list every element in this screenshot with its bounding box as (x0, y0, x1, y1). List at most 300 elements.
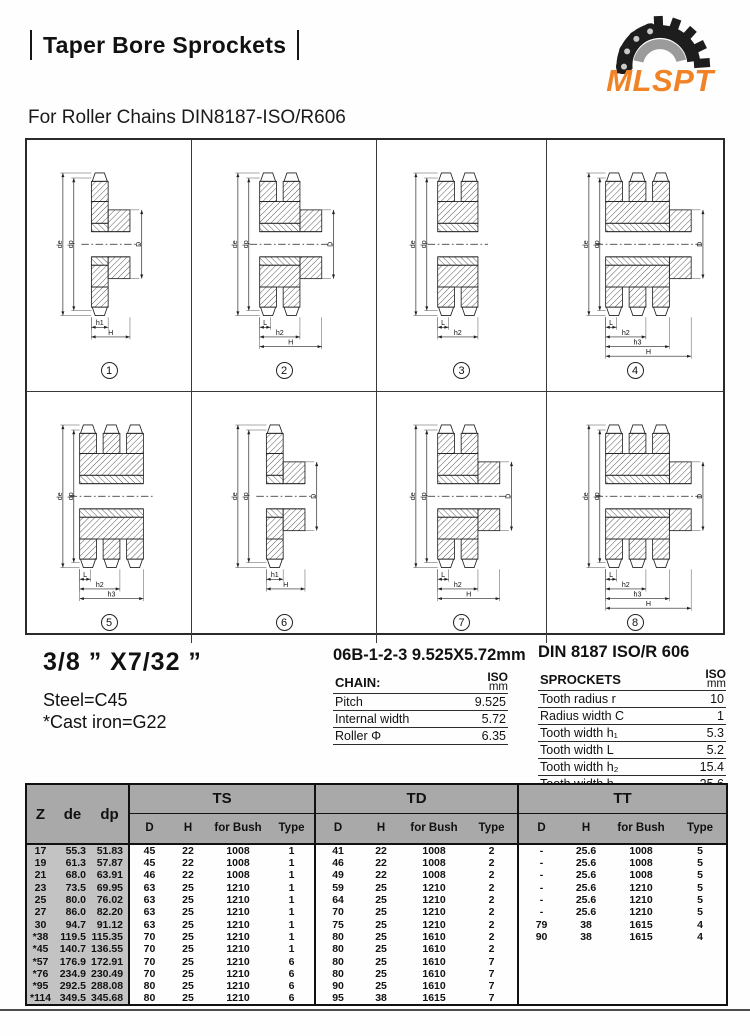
diagram-number-7: 7 (453, 614, 470, 631)
table-cell: 7 (488, 955, 495, 968)
table-cell: 1210 (226, 955, 250, 968)
table-cell: *114 (26, 992, 54, 1005)
svg-text:h3: h3 (633, 338, 642, 347)
din-label: Tooth width L (538, 742, 679, 759)
din-header-row (538, 668, 726, 691)
sub-header-type: Type (269, 813, 315, 844)
table-cell: *45 (26, 943, 54, 955)
table-cell: 27 (26, 906, 54, 918)
table-row (26, 844, 727, 857)
svg-text:dp: dp (592, 492, 601, 501)
table-cell: 25 (375, 943, 387, 956)
page-title: Taper Bore Sprockets (43, 31, 287, 58)
table-cell: 23 (26, 882, 54, 894)
sprocket-cross-section (206, 402, 362, 614)
table-cell: 22 (375, 845, 387, 857)
table-cell: 49 (315, 869, 360, 881)
table-cell (564, 955, 608, 967)
sprocket-cross-section (557, 150, 713, 362)
chain-label: Internal width (333, 711, 453, 728)
table-cell: - (518, 906, 564, 918)
table-cell (518, 992, 564, 1005)
table-cell: 1 (288, 930, 295, 943)
table-cell: 25 (182, 967, 194, 980)
table-cell: 1 (288, 881, 295, 894)
table-cell (674, 992, 727, 1005)
table-cell: 1 (288, 869, 295, 882)
sub-header-type: Type (466, 813, 518, 844)
table-cell: 1 (288, 943, 295, 956)
col-header-z: Z (26, 784, 54, 844)
table-cell: 38 (375, 992, 387, 1005)
table-row (26, 869, 727, 881)
svg-text:L: L (440, 571, 445, 580)
svg-text:h2: h2 (621, 580, 630, 589)
table-row (26, 882, 727, 894)
table-cell: 7 (488, 992, 495, 1005)
sub-header-for-bush: for Bush (402, 813, 466, 844)
table-cell: 2 (488, 845, 495, 857)
table-cell: 1008 (422, 845, 446, 857)
table-cell: 21 (26, 869, 54, 881)
svg-text:de: de (56, 240, 65, 249)
din-value: 15.4 (679, 759, 726, 776)
sprocket-cross-section (206, 150, 362, 362)
svg-text:D: D (504, 493, 513, 499)
svg-text:H: H (283, 580, 289, 589)
table-cell (564, 943, 608, 955)
table-cell: 7 (488, 980, 495, 993)
svg-text:dp: dp (419, 492, 428, 501)
chain-row (333, 728, 508, 745)
svg-text:h2: h2 (95, 580, 104, 589)
table-cell: 22 (375, 857, 387, 870)
table-cell: 1210 (422, 906, 446, 919)
group-header-row (26, 784, 727, 813)
table-cell: 55.3 (54, 844, 91, 857)
table-cell: 82.20 (91, 906, 129, 918)
group-header-ts: TS (129, 784, 315, 813)
table-cell: 25.6 (575, 894, 597, 907)
sub-header-type: Type (674, 813, 727, 844)
table-cell: 119.5 (54, 931, 91, 943)
chain-size-label: 3/8 ” X7/32 ” (43, 648, 202, 676)
chain-value: 5.72 (453, 711, 508, 728)
diagram-number-3: 3 (453, 362, 470, 379)
table-cell: 7 (488, 967, 495, 980)
table-cell: 1008 (629, 869, 653, 882)
svg-text:de: de (231, 240, 240, 249)
table-cell: 1210 (629, 906, 653, 919)
table-cell: 25 (182, 894, 194, 907)
sub-header-d: D (518, 813, 564, 844)
table-cell: 57.87 (91, 857, 129, 869)
table-cell: 1210 (422, 881, 446, 894)
table-cell: 68.0 (54, 869, 91, 881)
din-value: 10 (679, 691, 726, 708)
svg-text:h2: h2 (453, 580, 462, 589)
table-cell: 63 (129, 918, 169, 930)
table-cell: 94.7 (54, 918, 91, 930)
chain-label: Pitch (333, 694, 453, 711)
table-cell: 1 (288, 918, 295, 931)
table-cell (564, 968, 608, 980)
din-value: 5.3 (679, 725, 726, 742)
din-row (538, 708, 726, 725)
svg-text:H: H (645, 600, 651, 609)
table-cell: 288.08 (91, 980, 129, 992)
sprocket-diagram-7 (377, 392, 547, 643)
table-cell: 1 (288, 845, 295, 857)
table-cell: 176.9 (54, 955, 91, 967)
svg-text:h1: h1 (270, 571, 279, 580)
table-cell: - (518, 857, 564, 869)
table-cell: 90 (518, 931, 564, 943)
table-cell: 25 (182, 955, 194, 968)
table-cell: - (518, 882, 564, 894)
diagram-number-2: 2 (276, 362, 293, 379)
svg-text:dp: dp (66, 240, 75, 249)
table-cell: 80 (315, 931, 360, 943)
table-cell (608, 943, 674, 955)
material-steel-note: Steel=C45 (43, 690, 128, 710)
table-cell: 95 (315, 992, 360, 1005)
table-row (26, 943, 727, 955)
table-cell: 1008 (422, 869, 446, 882)
chain-row (333, 711, 508, 728)
table-cell: 2 (488, 881, 495, 894)
table-cell (564, 980, 608, 992)
table-cell: 45 (129, 844, 169, 857)
sprocket-data-table (25, 783, 728, 1006)
sub-header-d: D (315, 813, 360, 844)
table-cell: 5 (697, 869, 703, 882)
table-cell: 1210 (226, 992, 250, 1005)
table-cell: 2 (488, 894, 495, 907)
table-cell: 25 (375, 980, 387, 993)
svg-text:D: D (309, 493, 318, 499)
table-cell: 59 (315, 882, 360, 894)
table-cell: 1610 (422, 980, 446, 993)
table-cell: 69.95 (91, 882, 129, 894)
svg-text:h2: h2 (275, 328, 284, 337)
table-cell: 46 (129, 869, 169, 881)
table-cell: 22 (182, 845, 194, 857)
table-row (26, 980, 727, 992)
svg-text:dp: dp (241, 240, 250, 249)
din-row (538, 742, 726, 759)
table-cell: 41 (315, 844, 360, 857)
col-header-de: de (54, 784, 91, 844)
svg-text:H: H (288, 338, 294, 347)
table-cell (674, 968, 727, 980)
table-cell: 25 (182, 918, 194, 931)
table-cell: 6 (288, 980, 295, 993)
table-cell: 1210 (226, 930, 250, 943)
diagram-number-4: 4 (627, 362, 644, 379)
svg-text:h3: h3 (107, 590, 116, 599)
table-cell: 1008 (629, 857, 653, 870)
din-spec-title: DIN 8187 ISO/R 606 (538, 643, 690, 661)
table-cell: 1210 (629, 881, 653, 894)
brand-logo-text: MLSPT (606, 63, 714, 98)
svg-text:D: D (326, 241, 335, 247)
table-cell: 2 (488, 857, 495, 870)
table-cell: 70 (315, 906, 360, 918)
table-cell: 1008 (226, 845, 250, 857)
sprocket-cross-section (384, 150, 540, 362)
table-cell: 61.3 (54, 857, 91, 869)
table-cell: 76.02 (91, 894, 129, 906)
table-cell: 90 (315, 980, 360, 992)
table-cell: 4 (697, 918, 703, 931)
svg-text:D: D (696, 241, 705, 247)
din-value: 1 (679, 708, 726, 725)
table-cell: 136.55 (91, 943, 129, 955)
table-cell: 25 (375, 955, 387, 968)
table-cell: 5 (697, 894, 703, 907)
table-cell: 2 (488, 869, 495, 882)
table-cell: 25.6 (575, 857, 597, 870)
table-cell: 5 (697, 857, 703, 870)
table-cell: *57 (26, 955, 54, 967)
table-cell: 234.9 (54, 968, 91, 980)
table-cell: 64 (315, 894, 360, 906)
svg-text:L: L (83, 571, 88, 580)
sprocket-cross-section (31, 150, 187, 362)
table-cell: 25 (375, 881, 387, 894)
table-cell: 292.5 (54, 980, 91, 992)
table-cell: 80 (315, 943, 360, 955)
table-cell (518, 980, 564, 992)
table-cell: 140.7 (54, 943, 91, 955)
svg-text:h3: h3 (633, 590, 642, 599)
unit-iso: ISO (487, 670, 508, 684)
table-cell: 17 (26, 844, 54, 857)
chain-spec-block (333, 646, 526, 745)
group-header-td: TD (315, 784, 518, 813)
svg-text:H: H (108, 328, 114, 337)
table-cell: 25 (182, 906, 194, 919)
svg-text:h2: h2 (453, 328, 462, 337)
diagram-number-6: 6 (276, 614, 293, 631)
diagram-number-5: 5 (101, 614, 118, 631)
chain-header-row (333, 671, 508, 694)
group-header-tt: TT (518, 784, 727, 813)
table-cell: 1210 (422, 918, 446, 931)
table-cell (518, 955, 564, 967)
table-cell: 172.91 (91, 955, 129, 967)
table-cell: 6 (288, 992, 295, 1005)
svg-text:H: H (465, 590, 471, 599)
table-cell: 1610 (422, 930, 446, 943)
table-cell: 30 (26, 918, 54, 930)
unit-mm: mm (488, 681, 508, 693)
table-cell: 63 (129, 906, 169, 918)
title-right-bar (297, 30, 299, 60)
table-cell: 80 (315, 955, 360, 967)
table-cell: 349.5 (54, 992, 91, 1005)
sprocket-diagram-6 (192, 392, 377, 643)
table-cell: 6 (288, 955, 295, 968)
svg-text:L: L (440, 319, 445, 328)
chain-row (333, 694, 508, 711)
table-cell: 25 (182, 930, 194, 943)
svg-text:L: L (263, 319, 268, 328)
chain-spec-table (333, 671, 508, 745)
table-cell: 86.0 (54, 906, 91, 918)
svg-text:de: de (408, 240, 417, 249)
table-cell (608, 968, 674, 980)
table-cell: - (518, 894, 564, 906)
diagram-number-1: 1 (101, 362, 118, 379)
sprocket-diagram-grid (25, 138, 725, 635)
sub-header-for-bush: for Bush (207, 813, 269, 844)
svg-text:L: L (609, 571, 614, 580)
svg-text:de: de (582, 492, 591, 501)
table-cell: 25 (182, 992, 194, 1005)
sprocket-cross-section (557, 402, 713, 614)
chain-header-label: CHAIN: (333, 671, 453, 694)
page-title-wrap (30, 30, 299, 60)
table-cell (518, 968, 564, 980)
page-subtitle: For Roller Chains DIN8187-ISO/R606 (28, 107, 346, 128)
table-cell: *95 (26, 980, 54, 992)
sprocket-diagram-1 (27, 140, 192, 392)
table-cell: 1615 (422, 992, 446, 1005)
table-cell: 25 (375, 918, 387, 931)
svg-text:L: L (609, 319, 614, 328)
table-cell: 1210 (226, 943, 250, 956)
table-cell: 75 (315, 918, 360, 930)
table-cell: 25 (375, 967, 387, 980)
table-cell: 1 (288, 857, 295, 870)
din-unit-cell (679, 668, 726, 691)
table-row (26, 955, 727, 967)
sprocket-diagram-2 (192, 140, 377, 392)
chain-value: 6.35 (453, 728, 508, 745)
chain-value: 9.525 (453, 694, 508, 711)
table-cell: *38 (26, 931, 54, 943)
table-cell: 25 (375, 894, 387, 907)
table-cell: 73.5 (54, 882, 91, 894)
table-cell (674, 943, 727, 955)
table-cell: 1610 (422, 967, 446, 980)
table-cell (608, 980, 674, 992)
table-cell: 25 (182, 980, 194, 993)
table-cell: 22 (375, 869, 387, 882)
din-row (538, 725, 726, 742)
svg-text:D: D (134, 241, 143, 247)
table-cell: - (518, 869, 564, 881)
table-cell: 63 (129, 882, 169, 894)
table-cell: 115.35 (91, 931, 129, 943)
table-cell: 4 (697, 930, 703, 943)
din-spec-block (538, 643, 726, 793)
table-cell: 345.68 (91, 992, 129, 1005)
din-row (538, 691, 726, 708)
table-cell (518, 943, 564, 955)
table-cell: 1610 (422, 955, 446, 968)
sub-header-h: H (360, 813, 402, 844)
table-cell: 25 (375, 930, 387, 943)
table-cell: 70 (129, 943, 169, 955)
table-cell: 1210 (629, 894, 653, 907)
table-cell (674, 980, 727, 992)
page-bottom-rule (0, 1009, 750, 1011)
col-header-dp: dp (91, 784, 129, 844)
table-cell: 5 (697, 906, 703, 919)
table-cell (564, 992, 608, 1005)
table-cell: 2 (488, 930, 495, 943)
din-label: Tooth width h₁ (538, 725, 679, 742)
table-cell: 25 (182, 943, 194, 956)
table-cell: 63 (129, 894, 169, 906)
svg-text:dp: dp (592, 240, 601, 249)
table-cell: 45 (129, 857, 169, 869)
table-cell: 25 (375, 906, 387, 919)
chain-spec-title: 06B-1-2-3 9.525X5.72mm (333, 646, 526, 664)
svg-text:dp: dp (241, 492, 250, 501)
table-cell: 80.0 (54, 894, 91, 906)
table-cell: 1210 (226, 881, 250, 894)
table-row (26, 968, 727, 980)
chain-unit-cell (453, 671, 508, 694)
table-cell: - (518, 844, 564, 857)
brand-logo (584, 8, 736, 99)
table-cell: 63.91 (91, 869, 129, 881)
table-cell: 1008 (226, 857, 250, 870)
sprocket-diagram-4 (547, 140, 723, 392)
table-cell: 79 (518, 918, 564, 930)
table-cell: 25 (26, 894, 54, 906)
sprocket-diagram-8 (547, 392, 723, 643)
title-left-bar (30, 30, 32, 60)
table-row (26, 906, 727, 918)
table-cell: 1210 (226, 967, 250, 980)
table-cell: 19 (26, 857, 54, 869)
sprocket-cross-section (384, 402, 540, 614)
table-cell: 70 (129, 968, 169, 980)
table-cell: 1615 (629, 918, 653, 931)
table-cell: 91.12 (91, 918, 129, 930)
table-cell: 25.6 (575, 906, 597, 919)
table-cell: 46 (315, 857, 360, 869)
table-cell: *76 (26, 968, 54, 980)
din-value: 5.2 (679, 742, 726, 759)
table-row (26, 931, 727, 943)
table-row (26, 918, 727, 930)
svg-text:de: de (231, 492, 240, 501)
table-cell: 70 (129, 931, 169, 943)
table-cell: 1008 (629, 845, 653, 857)
din-label: Tooth width h₂ (538, 759, 679, 776)
table-cell: 1008 (226, 869, 250, 882)
table-cell: 38 (580, 918, 592, 931)
din-label: Radius width C (538, 708, 679, 725)
svg-text:h1: h1 (95, 319, 104, 328)
material-cast-iron-note: *Cast iron=G22 (43, 712, 167, 732)
table-cell: 70 (129, 955, 169, 967)
table-cell: 38 (580, 930, 592, 943)
table-cell (608, 992, 674, 1005)
sub-header-for-bush: for Bush (608, 813, 674, 844)
chain-label: Roller Φ (333, 728, 453, 745)
table-cell: 80 (129, 992, 169, 1005)
table-row (26, 992, 727, 1005)
table-row (26, 857, 727, 869)
table-cell: 2 (488, 918, 495, 931)
